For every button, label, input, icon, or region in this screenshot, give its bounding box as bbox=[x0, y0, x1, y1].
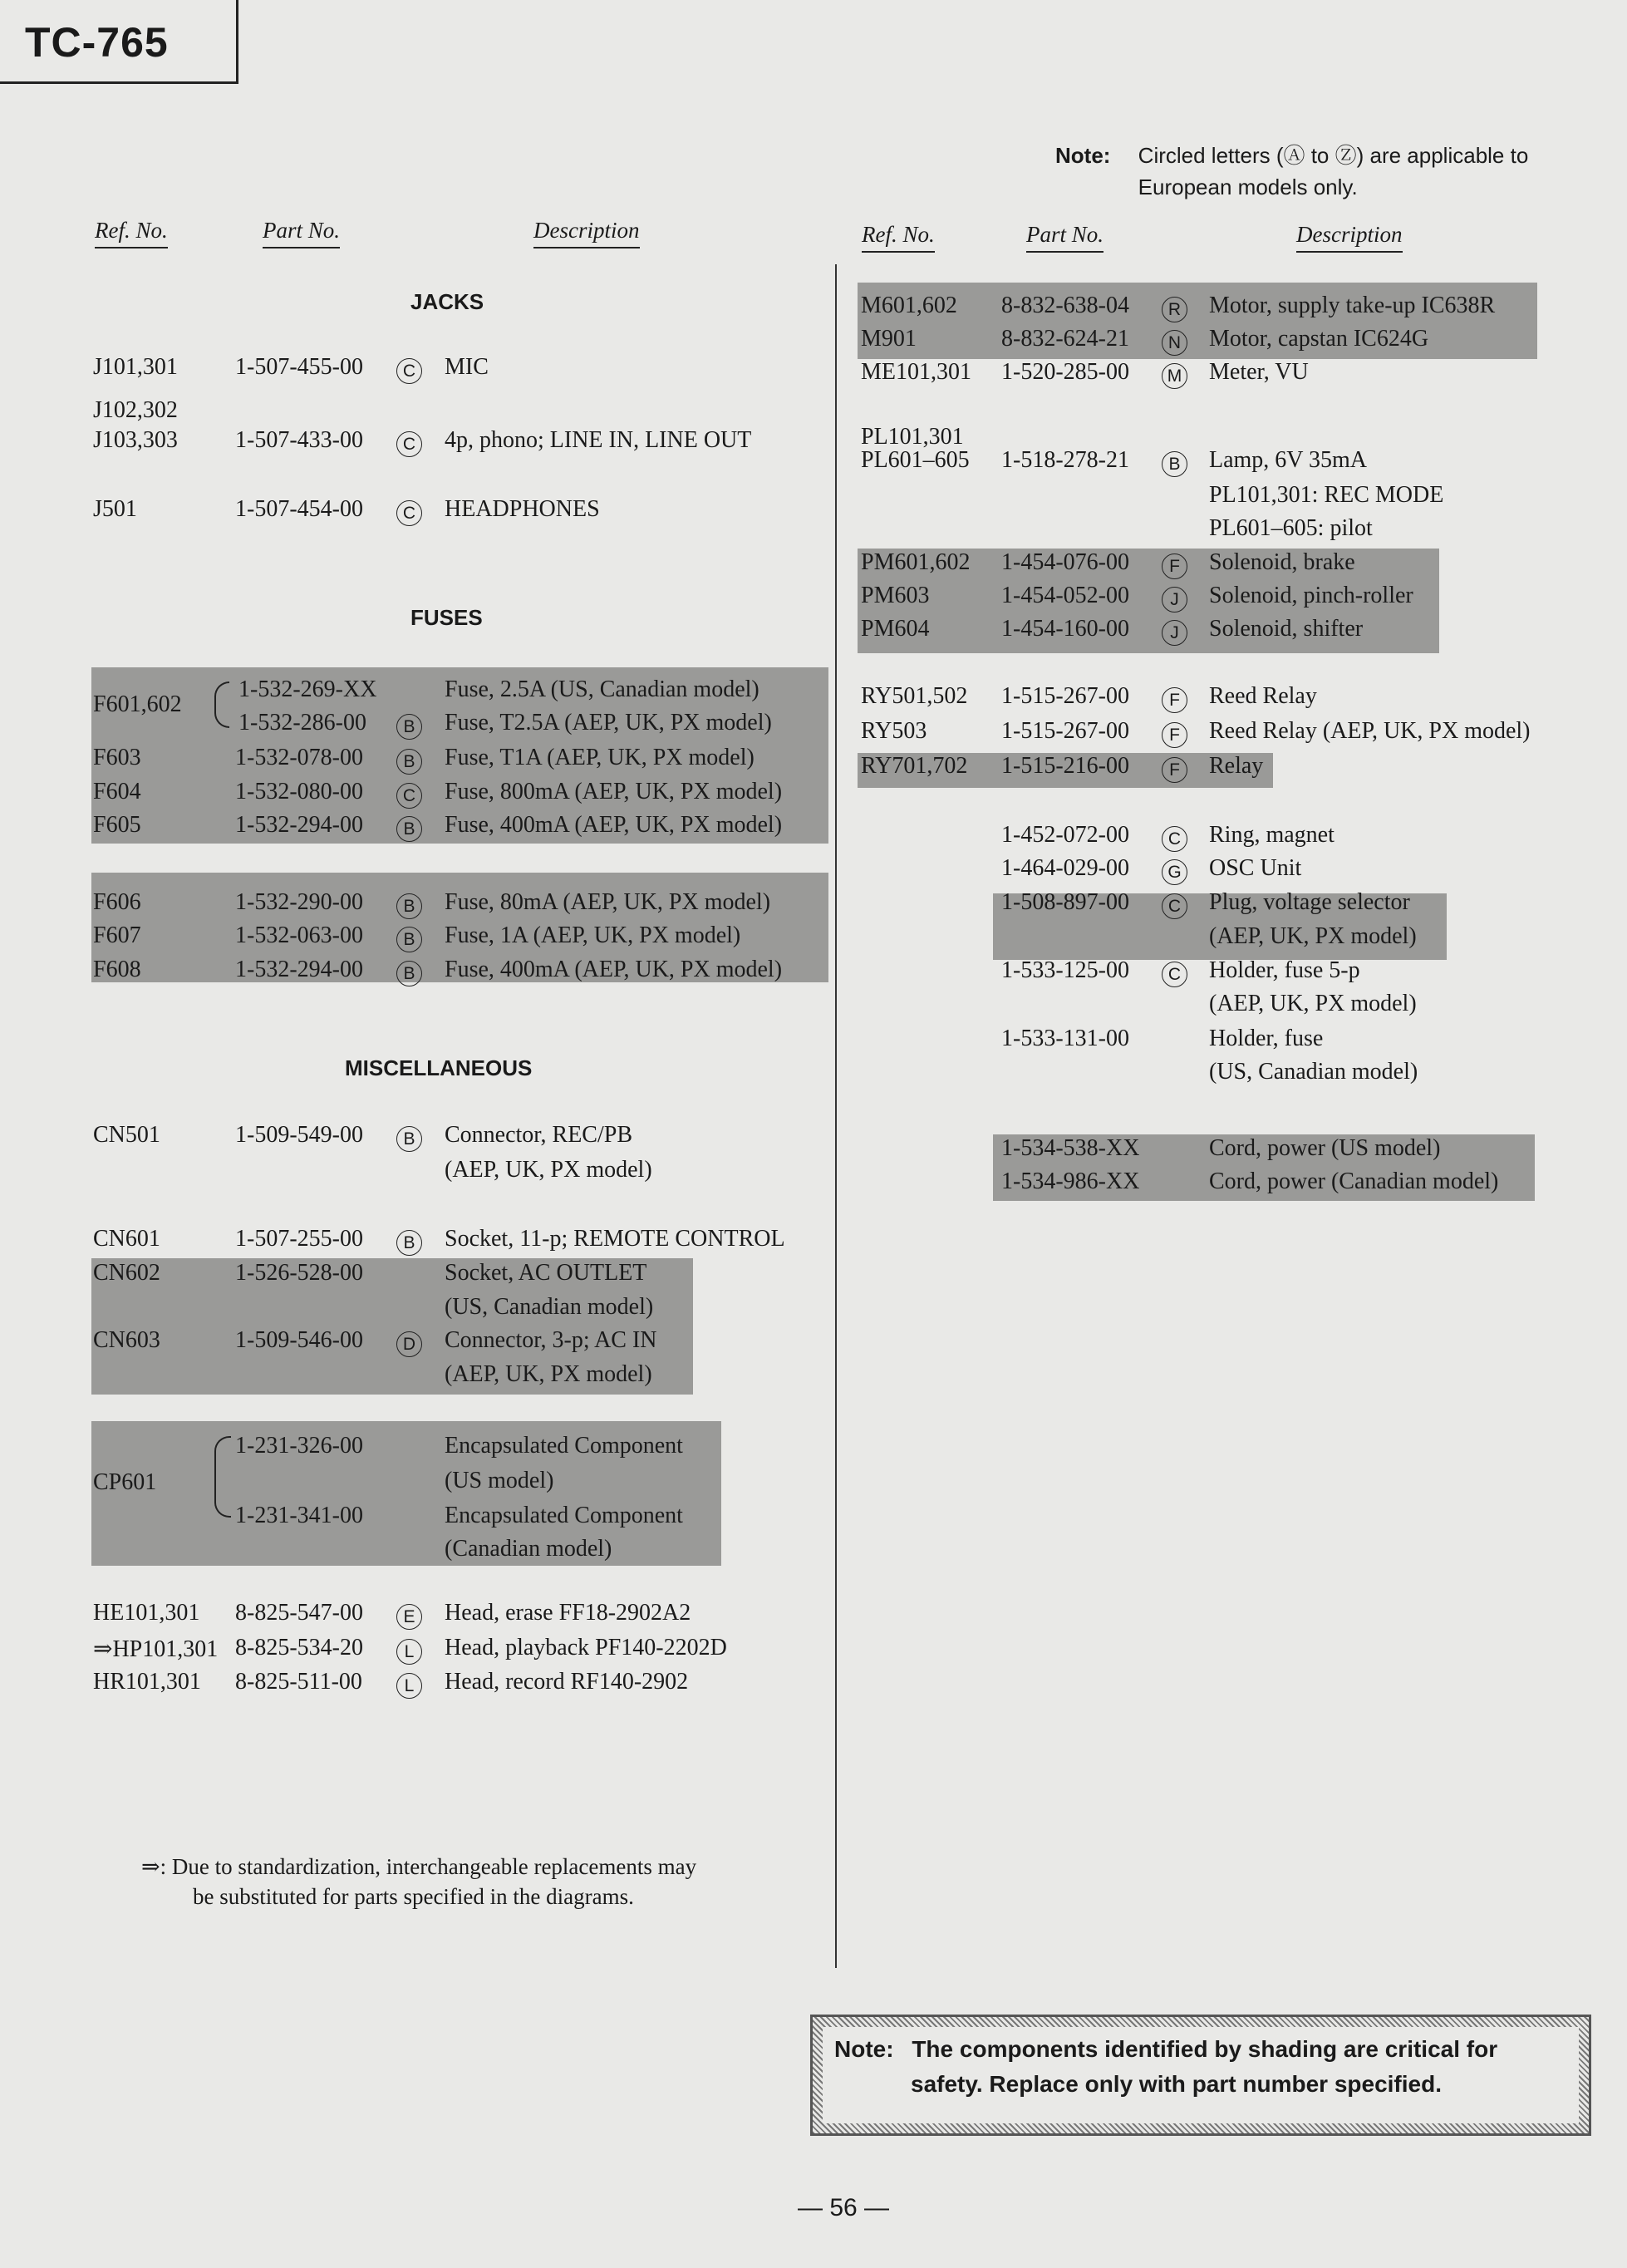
right-desc: (AEP, UK, PX model) bbox=[1209, 923, 1417, 949]
left-desc: Head, playback PF140-2202D bbox=[445, 1635, 727, 1660]
right-part: 1-508-897-00 bbox=[1001, 889, 1129, 915]
safety-note-line1: The components identified by shading are critical for bbox=[912, 2036, 1498, 2062]
left-part: 8-825-534-20 bbox=[235, 1635, 363, 1660]
top-note-line2: European models only. bbox=[1138, 175, 1358, 199]
left-desc: MIC bbox=[445, 354, 489, 380]
right-code: F bbox=[1162, 687, 1187, 713]
left-part: 1-507-255-00 bbox=[235, 1226, 363, 1252]
right-part: 1-533-131-00 bbox=[1001, 1026, 1129, 1051]
brace-cp601 bbox=[214, 1436, 231, 1518]
right-part: 1-464-029-00 bbox=[1001, 855, 1129, 881]
right-desc: Cord, power (US model) bbox=[1209, 1135, 1441, 1161]
left-desc: (AEP, UK, PX model) bbox=[445, 1157, 652, 1183]
right-code: F bbox=[1162, 553, 1187, 579]
right-code: B bbox=[1162, 451, 1187, 477]
left-desc: Fuse, 1A (AEP, UK, PX model) bbox=[445, 922, 741, 948]
right-desc: Cord, power (Canadian model) bbox=[1209, 1168, 1499, 1194]
left-part: 1-532-078-00 bbox=[235, 745, 363, 770]
left-part: 1-507-454-00 bbox=[235, 496, 363, 522]
right-ref: M901 bbox=[861, 326, 917, 352]
left-part: 1-532-286-00 bbox=[238, 710, 366, 736]
left-desc-header: Description bbox=[533, 218, 640, 248]
left-desc: Fuse, T1A (AEP, UK, PX model) bbox=[445, 745, 755, 770]
right-part: 1-515-216-00 bbox=[1001, 753, 1129, 779]
right-desc-header: Description bbox=[1296, 222, 1403, 253]
right-desc: Solenoid, brake bbox=[1209, 549, 1355, 575]
right-code: C bbox=[1162, 893, 1187, 919]
left-code: L bbox=[396, 1639, 422, 1665]
right-part: 1-533-125-00 bbox=[1001, 957, 1129, 983]
left-part: 1-532-080-00 bbox=[235, 779, 363, 804]
right-code: G bbox=[1162, 859, 1187, 885]
left-ref: CN601 bbox=[93, 1226, 160, 1252]
left-desc: (US model) bbox=[445, 1468, 554, 1493]
right-part: 1-518-278-21 bbox=[1001, 447, 1129, 473]
left-code: B bbox=[396, 1230, 422, 1256]
right-part: 1-454-076-00 bbox=[1001, 549, 1129, 575]
left-desc: HEADPHONES bbox=[445, 496, 600, 522]
right-code: C bbox=[1162, 826, 1187, 852]
left-desc: Head, erase FF18-2902A2 bbox=[445, 1600, 691, 1626]
left-code: B bbox=[396, 1126, 422, 1152]
model-header bbox=[0, 0, 238, 84]
right-part: 1-515-267-00 bbox=[1001, 718, 1129, 744]
left-ref: F601,602 bbox=[93, 691, 182, 717]
top-note-label: Note: bbox=[1055, 143, 1111, 168]
left-desc: Encapsulated Component bbox=[445, 1503, 683, 1528]
right-desc: Reed Relay (AEP, UK, PX model) bbox=[1209, 718, 1531, 744]
left-part: 1-231-341-00 bbox=[235, 1503, 363, 1528]
right-desc: OSC Unit bbox=[1209, 855, 1302, 881]
left-ref: F603 bbox=[93, 745, 141, 770]
safety-note-label: Note: bbox=[834, 2036, 894, 2062]
left-code: B bbox=[396, 816, 422, 842]
left-desc: 4p, phono; LINE IN, LINE OUT bbox=[445, 427, 752, 453]
right-desc: Relay bbox=[1209, 753, 1264, 779]
right-ref: PL601–605 bbox=[861, 447, 970, 473]
left-ref: J501 bbox=[93, 496, 137, 522]
left-part: 1-532-269-XX bbox=[238, 676, 377, 702]
left-ref: F607 bbox=[93, 922, 141, 948]
left-code: E bbox=[396, 1604, 422, 1630]
left-ref: J102,302 bbox=[93, 397, 178, 423]
left-ref: CP601 bbox=[93, 1469, 157, 1495]
left-code: D bbox=[396, 1331, 422, 1357]
right-ref: PM601,602 bbox=[861, 549, 971, 575]
left-code: B bbox=[396, 927, 422, 952]
left-code: C bbox=[396, 783, 422, 809]
right-code: J bbox=[1162, 587, 1187, 613]
left-part-header: Part No. bbox=[263, 218, 340, 248]
right-desc: PL101,301: REC MODE bbox=[1209, 482, 1444, 508]
left-code: C bbox=[396, 358, 422, 384]
right-part: 1-534-538-XX bbox=[1001, 1135, 1140, 1161]
right-ref: M601,602 bbox=[861, 293, 957, 318]
right-part: 1-534-986-XX bbox=[1001, 1168, 1140, 1194]
left-desc: (US, Canadian model) bbox=[445, 1294, 654, 1320]
footnote-line2: be substituted for parts specified in the diagrams. bbox=[193, 1884, 634, 1909]
right-ref: RY501,502 bbox=[861, 683, 968, 709]
section-misc: MISCELLANEOUS bbox=[345, 1055, 533, 1080]
page-number: — 56 — bbox=[798, 2194, 890, 2221]
left-part: 8-825-547-00 bbox=[235, 1600, 363, 1626]
right-desc: Motor, supply take-up IC638R bbox=[1209, 293, 1496, 318]
right-code: C bbox=[1162, 962, 1187, 987]
right-desc: Reed Relay bbox=[1209, 683, 1317, 709]
left-ref: CN602 bbox=[93, 1260, 160, 1286]
section-fuses: FUSES bbox=[410, 605, 483, 630]
right-code: F bbox=[1162, 757, 1187, 783]
right-desc: Meter, VU bbox=[1209, 359, 1309, 385]
model-number: TC-765 bbox=[25, 19, 169, 66]
left-desc: Fuse, T2.5A (AEP, UK, PX model) bbox=[445, 710, 772, 736]
left-desc: Socket, 11-p; REMOTE CONTROL bbox=[445, 1226, 785, 1252]
left-desc: Head, record RF140-2902 bbox=[445, 1669, 689, 1695]
right-part: 8-832-638-04 bbox=[1001, 293, 1129, 318]
right-desc: (US, Canadian model) bbox=[1209, 1059, 1418, 1085]
left-desc: Fuse, 400mA (AEP, UK, PX model) bbox=[445, 812, 783, 838]
right-code: F bbox=[1162, 722, 1187, 748]
left-ref: J103,303 bbox=[93, 427, 178, 453]
left-ref: F608 bbox=[93, 957, 141, 982]
left-desc: (Canadian model) bbox=[445, 1536, 612, 1562]
section-jacks: JACKS bbox=[410, 289, 484, 314]
right-ref: RY503 bbox=[861, 718, 927, 744]
right-part: 1-520-285-00 bbox=[1001, 359, 1129, 385]
right-part: 1-452-072-00 bbox=[1001, 822, 1129, 848]
left-part: 1-526-528-00 bbox=[235, 1260, 363, 1286]
brace-f601 bbox=[214, 681, 229, 728]
left-ref: CN501 bbox=[93, 1122, 160, 1148]
right-part: 8-832-624-21 bbox=[1001, 326, 1129, 352]
left-code: C bbox=[396, 500, 422, 526]
left-ref: J101,301 bbox=[93, 354, 178, 380]
left-ref: F604 bbox=[93, 779, 141, 804]
right-desc: Lamp, 6V 35mA bbox=[1209, 447, 1368, 473]
right-desc: PL601–605: pilot bbox=[1209, 515, 1373, 541]
left-ref: F605 bbox=[93, 812, 141, 838]
left-part: 1-532-294-00 bbox=[235, 812, 363, 838]
left-ref: HE101,301 bbox=[93, 1600, 200, 1626]
left-part: 1-532-294-00 bbox=[235, 957, 363, 982]
right-ref-header: Ref. No. bbox=[862, 222, 935, 253]
left-part: 8-825-511-00 bbox=[235, 1669, 362, 1695]
right-code: R bbox=[1162, 297, 1187, 322]
right-desc: Holder, fuse 5-p bbox=[1209, 957, 1360, 983]
right-code: J bbox=[1162, 620, 1187, 646]
left-code: B bbox=[396, 714, 422, 740]
left-part: 1-509-546-00 bbox=[235, 1327, 363, 1353]
left-part: 1-507-455-00 bbox=[235, 354, 363, 380]
right-desc: Holder, fuse bbox=[1209, 1026, 1324, 1051]
left-code: B bbox=[396, 893, 422, 919]
left-ref: HR101,301 bbox=[93, 1669, 201, 1695]
safety-note-box bbox=[810, 2015, 1591, 2136]
right-code: M bbox=[1162, 363, 1187, 389]
right-desc: Motor, capstan IC624G bbox=[1209, 326, 1429, 352]
left-desc: Fuse, 80mA (AEP, UK, PX model) bbox=[445, 889, 771, 915]
right-part: 1-454-052-00 bbox=[1001, 583, 1129, 608]
right-ref: PM603 bbox=[861, 583, 930, 608]
right-desc: Ring, magnet bbox=[1209, 822, 1335, 848]
left-code: C bbox=[396, 431, 422, 457]
left-ref-header: Ref. No. bbox=[95, 218, 168, 248]
left-code: B bbox=[396, 961, 422, 986]
right-ref: ME101,301 bbox=[861, 359, 971, 385]
left-part: 1-507-433-00 bbox=[235, 427, 363, 453]
left-part: 1-509-549-00 bbox=[235, 1122, 363, 1148]
left-part: 1-532-290-00 bbox=[235, 889, 363, 915]
left-ref: ⇒HP101,301 bbox=[93, 1636, 219, 1662]
left-code: L bbox=[396, 1673, 422, 1699]
left-part: 1-532-063-00 bbox=[235, 922, 363, 948]
left-part: 1-231-326-00 bbox=[235, 1433, 363, 1459]
right-desc: Solenoid, shifter bbox=[1209, 616, 1364, 642]
left-desc: Connector, 3-p; AC IN bbox=[445, 1327, 657, 1353]
top-note bbox=[1055, 140, 1528, 203]
right-code: N bbox=[1162, 330, 1187, 356]
left-desc: Socket, AC OUTLET bbox=[445, 1260, 647, 1286]
column-divider bbox=[835, 264, 837, 1968]
right-ref: RY701,702 bbox=[861, 753, 968, 779]
right-part: 1-515-267-00 bbox=[1001, 683, 1129, 709]
left-code: B bbox=[396, 749, 422, 775]
left-desc: Fuse, 2.5A (US, Canadian model) bbox=[445, 676, 759, 702]
right-ref: PM604 bbox=[861, 616, 930, 642]
right-desc: Solenoid, pinch-roller bbox=[1209, 583, 1413, 608]
right-ref: PL101,301 bbox=[861, 424, 964, 450]
left-desc: Fuse, 800mA (AEP, UK, PX model) bbox=[445, 779, 783, 804]
right-desc: (AEP, UK, PX model) bbox=[1209, 991, 1417, 1016]
left-ref: F606 bbox=[93, 889, 141, 915]
left-ref: CN603 bbox=[93, 1327, 160, 1353]
footnote-line1: ⇒: Due to standardization, interchangeable replacements may bbox=[141, 1854, 697, 1879]
top-note-line1: Circled letters (Ⓐ to Ⓩ) are applicable to bbox=[1138, 143, 1529, 168]
safety-note-line2: safety. Replace only with part number specified. bbox=[911, 2071, 1442, 2097]
footnote bbox=[141, 1852, 696, 1911]
left-desc: Connector, REC/PB bbox=[445, 1122, 632, 1148]
right-part: 1-454-160-00 bbox=[1001, 616, 1129, 642]
right-part-header: Part No. bbox=[1026, 222, 1104, 253]
left-desc: (AEP, UK, PX model) bbox=[445, 1361, 652, 1387]
right-desc: Plug, voltage selector bbox=[1209, 889, 1410, 915]
left-desc: Encapsulated Component bbox=[445, 1433, 683, 1459]
left-desc: Fuse, 400mA (AEP, UK, PX model) bbox=[445, 957, 783, 982]
